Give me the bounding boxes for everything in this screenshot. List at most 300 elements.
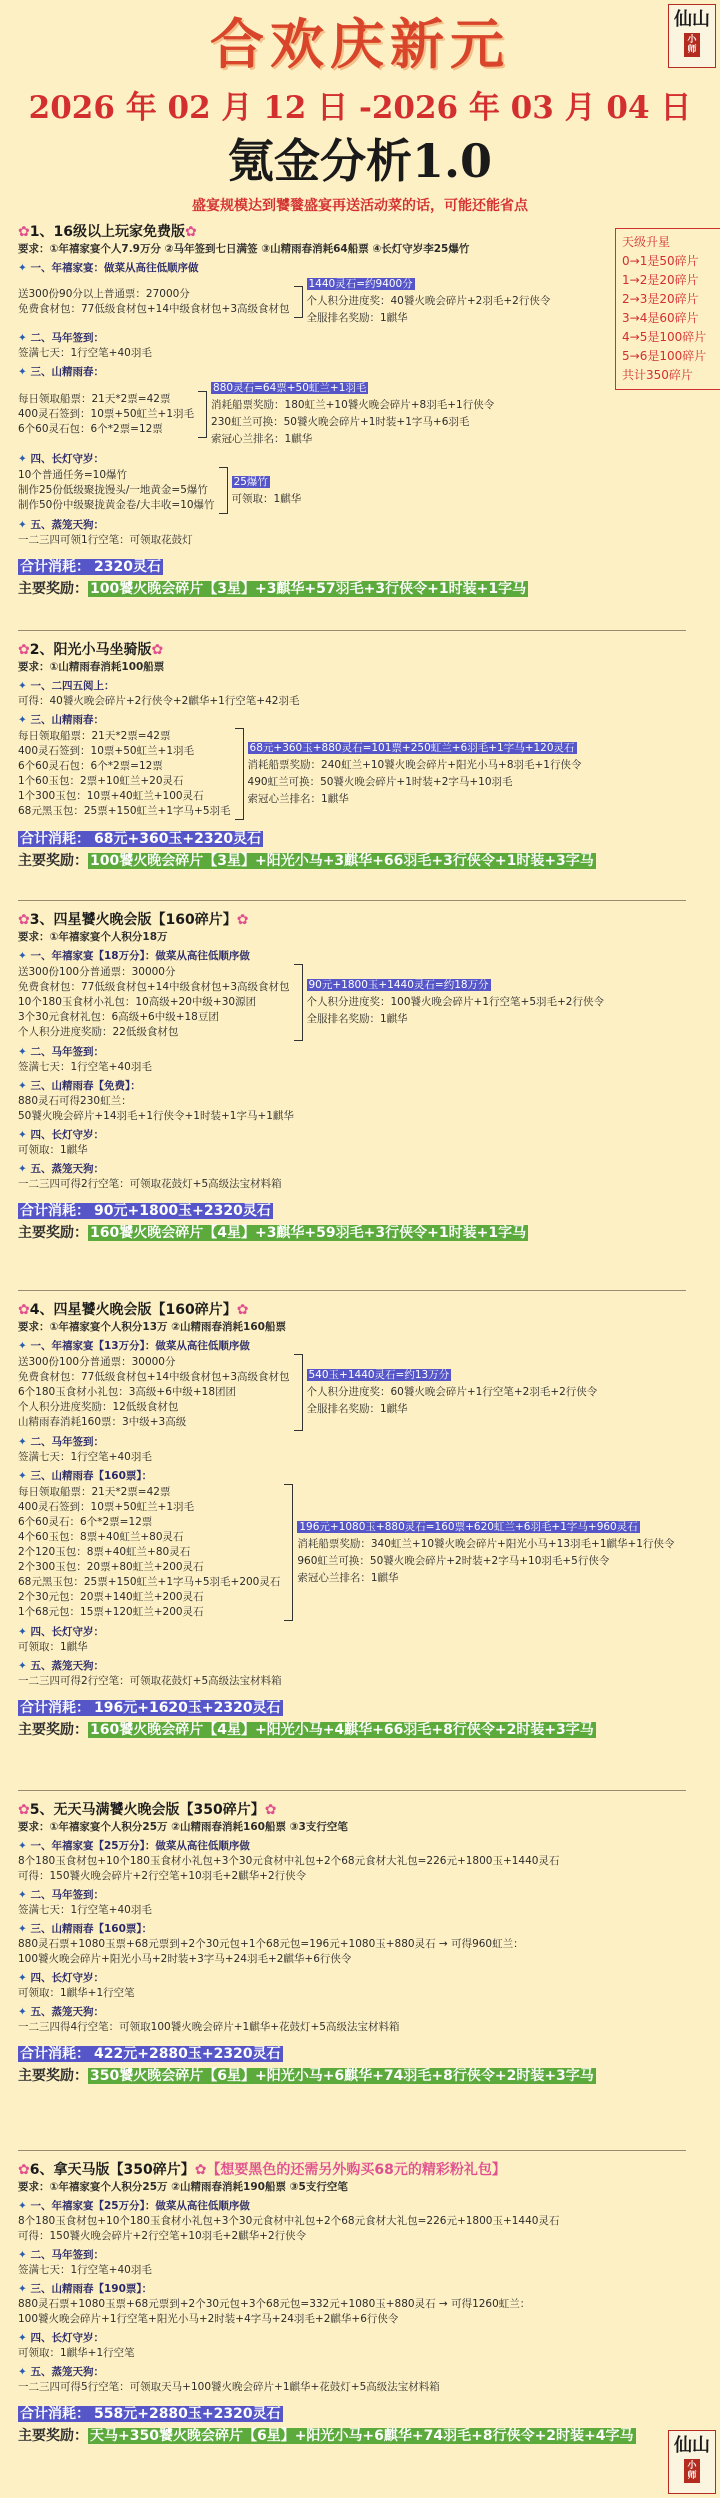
section-requirements: 要求：①年禧家宴个人积分25万 ②山精雨春消耗190船票 ③5支行空笔 <box>18 2181 348 2193</box>
result-line <box>297 1553 674 1570</box>
part-heading-text: 二、马年签到： <box>30 1436 104 1448</box>
section-title <box>18 1800 688 1820</box>
part-heading-text: 三、山精雨春【免费】： <box>30 1080 141 1092</box>
part-heading-text: 三、山精雨春【190票】： <box>30 2283 153 2295</box>
bullet-icon: ✦ <box>18 2200 31 2212</box>
part-heading <box>18 2005 688 2020</box>
bullet-icon: ✦ <box>18 262 31 274</box>
section <box>18 1800 688 2087</box>
part-result <box>297 1519 674 1587</box>
part-heading <box>18 365 608 380</box>
part-line: 制作50份中级聚拢黄金卷/大丰收=10爆竹 <box>18 499 215 511</box>
part-line: 一二三四得4行空笔：可领取100饕火晚会碎片+1麒华+花鼓灯+5高级法宝材料箱 <box>18 2021 400 2033</box>
section-requirements: 要求：①年禧家宴个人积分18万 <box>18 931 168 943</box>
result-line <box>211 414 494 431</box>
part-block <box>18 728 688 820</box>
bullet-icon: ✦ <box>18 1470 31 1482</box>
part-result <box>211 380 494 448</box>
part-line: 一二三四可领1行空笔：可领取花鼓灯 <box>18 534 193 546</box>
total-value: 2320灵石 <box>94 559 161 575</box>
flower-icon: ✿ <box>236 1302 249 1318</box>
main-reward <box>18 850 688 872</box>
part-line: 1个60玉包：2票+10虹兰+20灵石 <box>18 775 184 787</box>
part-heading <box>18 1079 688 1094</box>
bullet-icon: ✦ <box>18 1626 31 1638</box>
section-totals <box>18 2403 688 2447</box>
total-cost <box>18 1697 688 1719</box>
part-heading-text: 二、马年签到： <box>30 2249 104 2261</box>
part-heading-text: 四、长灯守岁： <box>30 453 104 465</box>
section <box>18 640 688 872</box>
part-heading <box>18 1045 688 1060</box>
note-item: 1→2是20碎片 <box>622 273 699 287</box>
bullet-icon: ✦ <box>18 2366 31 2378</box>
total-cost <box>18 2043 688 2065</box>
result-line <box>297 1536 674 1553</box>
bullet-icon: ✦ <box>18 714 31 726</box>
part-heading-text: 三、山精雨春【160票】： <box>30 1470 153 1482</box>
part-heading-text: 二、马年签到： <box>30 1889 104 1901</box>
result-line <box>248 757 582 774</box>
result-text: 索冠心兰排名：1麒华 <box>297 1571 399 1584</box>
part-heading <box>18 1625 688 1640</box>
section-divider <box>18 1790 686 1791</box>
header <box>0 0 720 215</box>
part-line: 制作25份低级聚拢馒头/一地黄金=5爆竹 <box>18 484 208 496</box>
part-heading-text: 一、年禧家宴【25万分】：做菜从高往低顺序做 <box>30 2200 250 2212</box>
part-line: 免费食材包：77低级食材包+14中级食材包+3高级食材包 <box>18 981 290 993</box>
part-line: 880灵石票+1080玉票+68元票到+2个30元包+3个68元包=332元+1080玉+880灵石 → 可得1260虹兰： <box>18 2298 531 2310</box>
bullet-icon: ✦ <box>18 2006 31 2018</box>
part-line: 400灵石签到：10票+50虹兰+1羽毛 <box>18 745 195 757</box>
section-totals <box>18 556 608 600</box>
reward-label: 主要奖励： <box>18 2428 88 2444</box>
section <box>18 1300 688 1741</box>
flower-icon: ✿ <box>18 912 30 928</box>
part-lines <box>18 965 290 1040</box>
section <box>18 2160 688 2447</box>
part-line: 免费食材包：77低级食材包+14中级食材包+3高级食材包 <box>18 1371 290 1383</box>
reward-value: 160饕火晚会碎片【4星】+3麒华+59羽毛+3行侠令+1时装+1字马 <box>90 1225 527 1241</box>
part-line: 880灵石可得230虹兰： <box>18 1095 132 1107</box>
result-text: 消耗船票奖励：240虹兰+10饕火晚会碎片+阳光小马+8羽毛+1行侠令 <box>247 759 582 771</box>
part-heading-text: 四、长灯守岁： <box>30 2332 104 2344</box>
part-heading <box>18 1659 688 1674</box>
part-heading-text: 五、蒸笼天狗： <box>30 2006 104 2018</box>
brace-divider <box>294 286 303 318</box>
result-text: 索冠心兰排名：1麒华 <box>211 433 313 445</box>
result-text: 全服排名奖励：1麒华 <box>306 312 408 324</box>
part-line: 6个180玉食材小礼包：3高级+6中级+18团团 <box>18 1386 237 1398</box>
part-result <box>307 1367 598 1418</box>
bullet-icon: ✦ <box>18 1889 31 1901</box>
bullet-icon: ✦ <box>18 366 31 378</box>
part-heading-text: 一、二四五阅上： <box>30 680 115 692</box>
seal-bottom: 仙山 小师 <box>668 2430 716 2494</box>
part-heading <box>18 261 608 276</box>
result-text: 230虹兰可换：50饕火晚会碎片+1时装+1字马+6羽毛 <box>211 416 470 428</box>
result-text: 25爆竹 <box>233 475 268 488</box>
bullet-icon: ✦ <box>18 1163 31 1175</box>
total-label: 合计消耗： <box>20 1203 90 1219</box>
part-heading <box>18 2331 688 2346</box>
part-heading-text: 四、长灯守岁： <box>30 1972 104 1984</box>
part-heading <box>18 1128 688 1143</box>
total-label: 合计消耗： <box>20 559 90 575</box>
section-title-text: 4、四星饕火晚会版【160碎片】 <box>29 1302 237 1318</box>
tagline: 盛宴规模达到饕餮盛宴再送活动菜的话，可能还能省点 <box>192 198 528 214</box>
section-divider <box>18 1290 686 1291</box>
part-heading-text: 一、年禧家宴：做菜从高往低顺序做 <box>30 262 199 274</box>
part-line: 签满七天：1行空笔+40羽毛 <box>18 1061 152 1073</box>
part-line: 68元黑玉包：25票+150虹兰+1字马+5羽毛+200灵石 <box>18 1576 281 1588</box>
reward-value: 350饕火晚会碎片【6星】+阳光小马+6麒华+74羽毛+8行侠令+2时装+3字马 <box>90 2068 594 2084</box>
brace-divider <box>294 1354 303 1431</box>
part-line: 签满七天：1行空笔+40羽毛 <box>18 1904 152 1916</box>
part-result <box>232 474 302 508</box>
result-line <box>211 431 494 448</box>
bullet-icon: ✦ <box>18 453 31 465</box>
part-line: 50饕火晚会碎片+14羽毛+1行侠令+1时装+1字马+1麒华 <box>18 1110 294 1122</box>
note-item: 共计350碎片 <box>622 368 693 382</box>
part-line: 签满七天：1行空笔+40羽毛 <box>18 347 152 359</box>
section-totals <box>18 2043 688 2087</box>
total-cost <box>18 828 688 850</box>
part-line: 签满七天：1行空笔+40羽毛 <box>18 2264 152 2276</box>
result-line <box>248 774 582 791</box>
part-line: 2个120玉包：8票+40虹兰+80灵石 <box>18 1546 191 1558</box>
section-title-text: 1、16级以上玩家免费版 <box>29 224 185 240</box>
part-heading <box>18 2282 688 2297</box>
flower-icon: ✿ <box>194 2162 207 2178</box>
part-heading <box>18 1435 688 1450</box>
result-line <box>307 310 551 327</box>
result-line <box>211 380 494 397</box>
result-text: 个人积分进度奖：40饕火晚会碎片+2羽毛+2行侠令 <box>306 295 551 307</box>
part-heading-text: 五、蒸笼天狗： <box>30 2366 104 2378</box>
note-item: 4→5是100碎片 <box>622 330 707 344</box>
total-value: 422元+2880玉+2320灵石 <box>94 2046 281 2062</box>
total-label: 合计消耗： <box>20 1700 90 1716</box>
part-line: 可得：40饕火晚会碎片+2行侠令+2麒华+1行空笔+42羽毛 <box>18 695 300 707</box>
part-line: 6个60灵石包：6个*2票=12票 <box>18 760 163 772</box>
part-line: 可领取：1麒华+1行空笔 <box>18 2347 135 2359</box>
result-line <box>307 293 551 310</box>
part-heading <box>18 713 688 728</box>
part-line: 2个300玉包：20票+80虹兰+200灵石 <box>18 1561 204 1573</box>
part-heading <box>18 1922 688 1937</box>
part-heading <box>18 2365 688 2380</box>
result-text: 个人积分进度奖：100饕火晚会碎片+1行空笔+5羽毛+2行侠令 <box>306 996 604 1008</box>
section-divider <box>18 2150 686 2151</box>
result-text: 540玉+1440灵石=约13万分 <box>308 1369 450 1381</box>
bullet-icon: ✦ <box>18 1436 31 1448</box>
part-line: 个人积分进度奖励：22低级食材包 <box>18 1026 179 1038</box>
result-text: 消耗船票奖励：340虹兰+10饕火晚会碎片+阳光小马+13羽毛+1麒华+1行侠令 <box>297 1537 675 1550</box>
part-heading <box>18 2248 688 2263</box>
part-heading <box>18 1469 688 1484</box>
section-requirements: 要求：①山精雨春消耗100船票 <box>18 661 165 673</box>
reward-label: 主要奖励： <box>18 853 88 869</box>
page-subtitle: 氪金分析1.0 <box>227 134 493 188</box>
seal-top: 仙山 小师 <box>668 4 716 68</box>
section-requirements: 要求：①年禧家宴个人积分13万 ②山精雨春消耗160船票 <box>18 1321 286 1333</box>
section-divider <box>18 630 686 631</box>
flower-icon: ✿ <box>18 642 30 658</box>
part-heading <box>18 2199 688 2214</box>
part-line: 8个180玉食材包+10个180玉食材小礼包+3个30元食材中礼包+2个68元食材大礼包=226元+1800玉+1440灵石 <box>18 2215 560 2227</box>
note-title: 天级升星 <box>622 235 671 249</box>
part-block <box>18 964 688 1041</box>
bullet-icon: ✦ <box>18 1840 31 1852</box>
section-title-text: 3、四星饕火晚会版【160碎片】 <box>29 912 237 928</box>
part-line: 2个30元包：20票+140虹兰+200灵石 <box>18 1591 204 1603</box>
result-line <box>307 1367 598 1384</box>
part-line: 一二三四可得2行空笔：可领取花鼓灯+5高级法宝材料箱 <box>18 1178 282 1190</box>
result-text: 1440灵石=约9400分 <box>308 278 413 290</box>
note-item: 0→1是50碎片 <box>622 254 699 268</box>
brace-divider <box>294 964 303 1041</box>
part-heading-text: 一、年禧家宴【18万分】：做菜从高往低顺序做 <box>30 950 250 962</box>
section-title <box>18 910 688 930</box>
part-heading-text: 三、山精雨春【160票】： <box>30 1923 153 1935</box>
part-heading <box>18 1839 688 1854</box>
section-title-text: 2、阳光小马坐骑版 <box>29 642 152 658</box>
reward-label: 主要奖励： <box>18 581 88 597</box>
part-block <box>18 380 608 448</box>
part-heading-text: 四、长灯守岁： <box>30 1626 104 1638</box>
note-item: 3→4是60碎片 <box>622 311 699 325</box>
result-line <box>211 397 494 414</box>
total-value: 90元+1800玉+2320灵石 <box>94 1203 271 1219</box>
section-totals <box>18 1200 688 1244</box>
part-line: 100饕火晚会碎片+1行空笔+阳光小马+2时装+4字马+24羽毛+2麒华+6行侠令 <box>18 2313 399 2325</box>
reward-value: 100饕火晚会碎片【3星】+阳光小马+3麒华+66羽毛+3行侠令+1时装+3字马 <box>90 853 594 869</box>
bullet-icon: ✦ <box>18 1340 31 1352</box>
part-line: 一二三四可得5行空笔：可领取天马+100饕火晚会碎片+1麒华+花鼓灯+5高级法宝材料箱 <box>18 2381 440 2393</box>
part-heading-text: 三、山精雨春： <box>30 366 104 378</box>
part-block <box>18 467 608 514</box>
bullet-icon: ✦ <box>18 950 31 962</box>
part-heading-text: 三、山精雨春： <box>30 714 104 726</box>
part-line: 可领取：1麒华 <box>18 1641 88 1653</box>
total-cost <box>18 1200 688 1222</box>
total-cost <box>18 2403 688 2425</box>
section-title-text: 6、拿天马版【350碎片】 <box>29 2162 195 2178</box>
result-text: 880灵石=64票+50虹兰+1羽毛 <box>213 382 367 394</box>
part-heading <box>18 949 688 964</box>
section-totals <box>18 1697 688 1741</box>
part-heading-text: 五、蒸笼天狗： <box>30 1660 104 1672</box>
section-title <box>18 222 608 242</box>
part-lines <box>18 392 194 437</box>
part-heading <box>18 331 608 346</box>
bullet-icon: ✦ <box>18 1972 31 1984</box>
result-line <box>307 977 604 994</box>
result-line <box>248 740 582 757</box>
part-heading <box>18 1888 688 1903</box>
main-reward <box>18 2425 688 2447</box>
part-heading-text: 一、年禧家宴【25万分】：做菜从高往低顺序做 <box>30 1840 250 1852</box>
flower-icon: ✿ <box>184 224 197 240</box>
reward-label: 主要奖励： <box>18 1722 88 1738</box>
part-line: 山精雨春消耗160票：3中级+3高级 <box>18 1416 187 1428</box>
bullet-icon: ✦ <box>18 1660 31 1672</box>
part-line: 每日领取船票：21天*2票=42票 <box>18 1486 171 1498</box>
flower-icon: ✿ <box>18 2162 30 2178</box>
part-line: 10个180玉食材小礼包：10高级+20中级+30源团 <box>18 996 257 1008</box>
part-line: 每日领取船票：21天*2票=42票 <box>18 730 171 742</box>
result-line <box>297 1570 674 1587</box>
part-line: 6个60灵石包：6个*2票=12票 <box>18 422 163 435</box>
part-result <box>248 740 582 808</box>
note-item: 2→3是20碎片 <box>622 292 699 306</box>
bullet-icon: ✦ <box>18 2332 31 2344</box>
result-line <box>307 276 551 293</box>
bullet-icon: ✦ <box>18 519 31 531</box>
total-label: 合计消耗： <box>20 831 90 847</box>
section <box>18 910 688 1244</box>
part-lines <box>18 287 290 317</box>
part-block <box>18 1484 688 1621</box>
section-title <box>18 2160 688 2180</box>
bullet-icon: ✦ <box>18 1046 31 1058</box>
flower-icon: ✿ <box>18 1302 30 1318</box>
part-heading-text: 一、年禧家宴【13万分】：做菜从高往低顺序做 <box>30 1340 250 1352</box>
part-heading <box>18 1971 688 1986</box>
result-line <box>307 1011 604 1028</box>
part-heading <box>18 452 608 467</box>
part-line: 400灵石签到：10票+50虹兰+1羽毛 <box>18 1501 195 1513</box>
section-totals <box>18 828 688 872</box>
flower-icon: ✿ <box>264 1802 277 1818</box>
result-text: 全服排名奖励：1麒华 <box>306 1403 408 1415</box>
result-text: 消耗船票奖励：180虹兰+10饕火晚会碎片+8羽毛+1行侠令 <box>211 399 495 411</box>
bullet-icon: ✦ <box>18 1923 31 1935</box>
star-upgrade-note <box>615 228 720 390</box>
part-line: 每日领取船票：21天*2票=42票 <box>18 392 171 405</box>
section-title <box>18 1300 688 1320</box>
brace-divider <box>284 1484 293 1621</box>
reward-label: 主要奖励： <box>18 2068 88 2084</box>
result-line <box>248 791 582 808</box>
part-block <box>18 276 608 327</box>
brace-divider <box>235 728 244 820</box>
flower-icon: ✿ <box>18 224 30 240</box>
part-line: 6个60灵石：6个*2票=12票 <box>18 1516 153 1528</box>
section-title <box>18 640 688 660</box>
total-value: 68元+360玉+2320灵石 <box>94 831 262 847</box>
part-line: 4个60玉包：8票+40虹兰+80灵石 <box>18 1531 184 1543</box>
reward-label: 主要奖励： <box>18 1225 88 1241</box>
result-line <box>232 491 302 508</box>
main-reward <box>18 578 608 600</box>
part-line: 8个180玉食材包+10个180玉食材小礼包+3个30元食材中礼包+2个68元食材大礼包=226元+1800玉+1440灵石 <box>18 1855 560 1867</box>
main-reward <box>18 1222 688 1244</box>
result-text: 68元+360玉+880灵石=101票+250虹兰+6羽毛+1字马+120灵石 <box>249 742 575 754</box>
result-line <box>307 1384 598 1401</box>
total-label: 合计消耗： <box>20 2406 90 2422</box>
result-text: 可领取：1麒华 <box>231 492 302 505</box>
part-line: 个人积分进度奖励：12低级食材包 <box>18 1401 179 1413</box>
part-line: 免费食材包：77低级食材包+14中级食材包+3高级食材包 <box>18 302 290 315</box>
section-divider <box>18 900 686 901</box>
section-requirements: 要求：①年禧家宴个人7.9万分 ②马年签到七日满签 ③山精雨春消耗64船票 ④长灯守岁李25爆竹 <box>18 243 470 255</box>
brace-divider <box>219 467 228 514</box>
part-heading <box>18 1339 688 1354</box>
part-lines <box>18 1485 280 1620</box>
total-value: 196元+1620玉+2320灵石 <box>94 1700 281 1716</box>
bullet-icon: ✦ <box>18 2249 31 2261</box>
flower-icon: ✿ <box>18 1802 30 1818</box>
reward-value: 天马+350饕火晚会碎片【6星】+阳光小马+6麒华+74羽毛+8行侠令+2时装+4字马 <box>90 2428 634 2444</box>
part-line: 可得：150饕火晚会碎片+2行空笔+10羽毛+2麒华+2行侠令 <box>18 1870 307 1882</box>
result-text: 个人积分进度奖：60饕火晚会碎片+1行空笔+2羽毛+2行侠令 <box>306 1386 598 1398</box>
part-lines <box>18 468 215 513</box>
part-line: 送300份100分普通票：30000分 <box>18 966 176 978</box>
result-text: 90元+1800玉+1440灵石=约18万分 <box>308 979 489 991</box>
bullet-icon: ✦ <box>18 1080 31 1092</box>
part-line: 880灵石票+1080玉票+68元票到+2个30元包+1个68元包=196元+1080玉+880灵石 → 可得960虹兰： <box>18 1938 524 1950</box>
part-lines <box>18 729 231 819</box>
main-reward <box>18 1719 688 1741</box>
bullet-icon: ✦ <box>18 1129 31 1141</box>
part-heading-text: 二、马年签到： <box>30 332 104 344</box>
result-line <box>297 1519 674 1536</box>
part-line: 可领取：1麒华 <box>18 1144 88 1156</box>
part-result <box>307 276 551 327</box>
reward-value: 100饕火晚会碎片【3星】+3麒华+57羽毛+3行侠令+1时装+1字马 <box>90 581 527 597</box>
brace-divider <box>198 391 207 438</box>
section <box>18 222 608 600</box>
result-line <box>232 474 302 491</box>
section-requirements: 要求：①年禧家宴个人积分25万 ②山精雨春消耗160船票 ③3支行空笔 <box>18 1821 348 1833</box>
part-heading <box>18 518 608 533</box>
part-lines <box>18 1355 290 1430</box>
total-cost <box>18 556 608 578</box>
part-heading-text: 二、马年签到： <box>30 1046 104 1058</box>
result-text: 全服排名奖励：1麒华 <box>306 1013 408 1025</box>
result-text: 490虹兰可换：50饕火晚会碎片+1时装+2字马+10羽毛 <box>247 776 513 788</box>
part-heading-text: 四、长灯守岁： <box>30 1129 104 1141</box>
note-item: 5→6是100碎片 <box>622 349 707 363</box>
part-heading <box>18 1162 688 1177</box>
result-text: 196元+1080玉+880灵石=160票+620虹兰+6羽毛+1字马+960灵石 <box>299 1520 638 1533</box>
result-line <box>307 994 604 1011</box>
part-line: 100饕火晚会碎片+阳光小马+2时装+3字马+24羽毛+2麒华+6行侠令 <box>18 1953 352 1965</box>
section-title-note: 【想要黑色的还需另外购买68元的精彩粉礼包】 <box>206 2162 506 2178</box>
total-value: 558元+2880玉+2320灵石 <box>94 2406 281 2422</box>
part-line: 1个68元包：15票+120虹兰+200灵石 <box>18 1606 204 1618</box>
part-heading <box>18 679 688 694</box>
total-label: 合计消耗： <box>20 2046 90 2062</box>
part-line: 1个300玉包：10票+40虹兰+100灵石 <box>18 790 204 802</box>
result-line <box>307 1401 598 1418</box>
part-line: 可得：150饕火晚会碎片+2行空笔+10羽毛+2麒华+2行侠令 <box>18 2230 307 2242</box>
result-text: 960虹兰可换：50饕火晚会碎片+2时装+2字马+10羽毛+5行侠令 <box>297 1554 610 1567</box>
bullet-icon: ✦ <box>18 2283 31 2295</box>
part-result <box>307 977 604 1028</box>
date-range: 2026 年 02 月 12 日 -2026 年 03 月 04 日 <box>28 90 692 126</box>
part-line: 送300份100分普通票：30000分 <box>18 1356 176 1368</box>
part-line: 400灵石签到：10票+50虹兰+1羽毛 <box>18 407 195 420</box>
main-reward <box>18 2065 688 2087</box>
page-title: 合欢庆新元 <box>210 12 510 76</box>
part-line: 可领取：1麒华+1行空笔 <box>18 1987 135 1999</box>
part-line: 10个普通任务=10爆竹 <box>18 469 128 481</box>
part-heading-text: 五、蒸笼天狗： <box>30 1163 104 1175</box>
flower-icon: ✿ <box>236 912 249 928</box>
